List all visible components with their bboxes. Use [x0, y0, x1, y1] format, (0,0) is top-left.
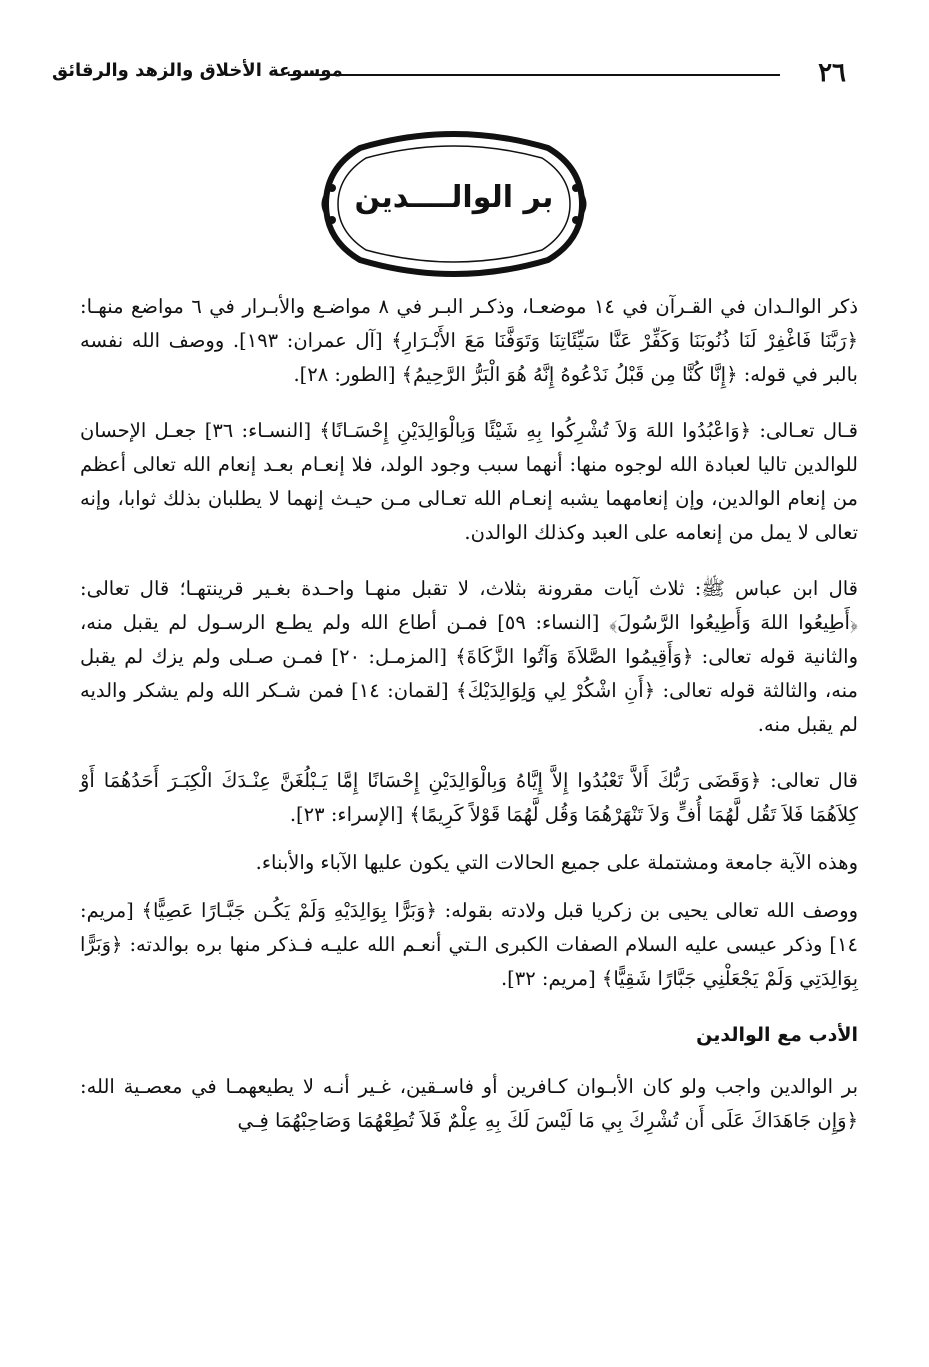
paragraph-1: ذكر الوالـدان في القـرآن في ١٤ موضعـا، وذكـر البـر في ٨ مواضـع والأبـرار في ٦ مواضع منهـا: ﴿رَبَّنَا فَاغْفِرْ لَنَا ذُنُوبَنَا وَكَفِّرْ عَنَّا سَيِّئَاتِنَا وَتَوَفَّنَا مَعَ الأَبْـرَارِ﴾ [آل عمران: ١٩٣]. ووصف الله نفسه بالبر في قوله: ﴿إِنَّا كُنَّا مِن قَبْلُ نَدْعُوهُ إِنَّهُ هُوَ الْبَرُّ الرَّحِيمُ﴾ [الطور: ٢٨]. — [80, 295, 859, 386]
page-number: ٢٦ — [818, 58, 846, 88]
section-subheading: الأدب مع الوالدين — [696, 1024, 858, 1046]
paragraph-7: بر الوالدين واجب ولو كان الأبـوان كـافرين أو فاسـقين، غـير أنـه لا يطيعهمـا في معصـية الله: ﴿وَإِن جَاهَدَاكَ عَلَى أَن تُشْرِكَ بِي مَا لَيْسَ لَكَ بِهِ عِلْمٌ فَلاَ تُطِعْهُمَا وَصَاحِبْهُمَا فِـي — [80, 1075, 858, 1132]
chapter-title-frame — [320, 128, 588, 280]
chapter-title: بر الوالــــدين — [354, 180, 554, 215]
header-rule — [288, 74, 780, 76]
page-body — [80, 290, 858, 1160]
paragraph-3: قال ابن عباس ﷺ: ثلاث آيات مقرونة بثلاث، لا تقبل منهـا واحـدة بغـير قرينتهـا؛ قال تعالى: ﴿أَطِيعُوا اللهَ وَأَطِيعُوا الرَّسُولَ﴾ [النساء: ٥٩] فمـن أطاع الله ولم يطـع الرسـول لم يقبل منه، والثانية قوله تعالى: ﴿وَأَقِيمُوا الصَّلاَةَ وَآتُوا الزَّكَاةَ﴾ [المزمـل: ٢٠] فمـن صـلى ولم يزك لم يقبل منه، والثالثة قوله تعالى: ﴿أَنِ اشْكُرْ لِي وَلِوَالِدَيْكَ﴾ [لقمان: ١٤] فمن شـكر الله ولم يشكر والديه لم يقبل منه. — [80, 577, 859, 736]
paragraph-2: قـال تعـالى: ﴿وَاعْبُدُوا اللهَ وَلاَ تُشْرِكُوا بِهِ شَيْئًا وَبِالْوَالِدَيْنِ إِحْسَـانًا﴾ [النسـاء: ٣٦] جعـل الإحسان للوالدين تاليا لعبادة الله لوجوه منها: أنهما سبب وجود الولد، فلا إنعـام بعـد إنعام الله تعالى أعظم من إنعام الوالدين، وإن إنعامهما يشبه إنعـام الله تعـالى مـن حيـث إنهما لا يطلبان بذلك ثوابا، وإنه تعالى لا يمل من إنعامه على العبد وكذلك الوالدن. — [80, 419, 858, 544]
paragraph-4: قال تعالى: ﴿وَقَضَى رَبُّكَ أَلاَّ تَعْبُدُوا إِلاَّ إِيَّاهُ وَبِالْوَالِدَيْنِ إِحْسَانًا إِمَّا يَـبْلُغَنَّ عِنْـدَكَ الْكِبَـرَ أَحَدُهُمَا أَوْ كِلاَهُمَا فَلاَ تَقُل لَّهُمَا أُفٍّ وَلاَ تَنْهَرْهُمَا وَقُل لَّهُمَا قَوْلاً كَرِيمًا﴾ [الإسراء: ٢٣]. — [80, 769, 858, 826]
paragraph-5: وهذه الآية جامعة ومشتملة على جميع الحالات التي يكون عليها الآباء والأبناء. — [255, 851, 858, 874]
paragraph-6: ووصف الله تعالى يحيى بن زكريا قبل ولادته بقوله: ﴿وَبَرًّا بِوَالِدَيْهِ وَلَمْ يَكُـن جَبَّـارًا عَصِيًّا﴾ [مريم: ١٤] وذكر عيسى عليه السلام الصفات الكبرى الـتي أنعـم الله عليـه فـذكر منها بره بوالدته: ﴿وَبَرًّا بِوَالِدَتِي وَلَمْ يَجْعَلْنِي جَبَّارًا شَقِيًّا﴾ [مريم: ٣٢]. — [80, 899, 858, 990]
page-header — [52, 58, 852, 98]
book-title: موسوعة الأخلاق والزهد والرقائق — [52, 60, 343, 81]
